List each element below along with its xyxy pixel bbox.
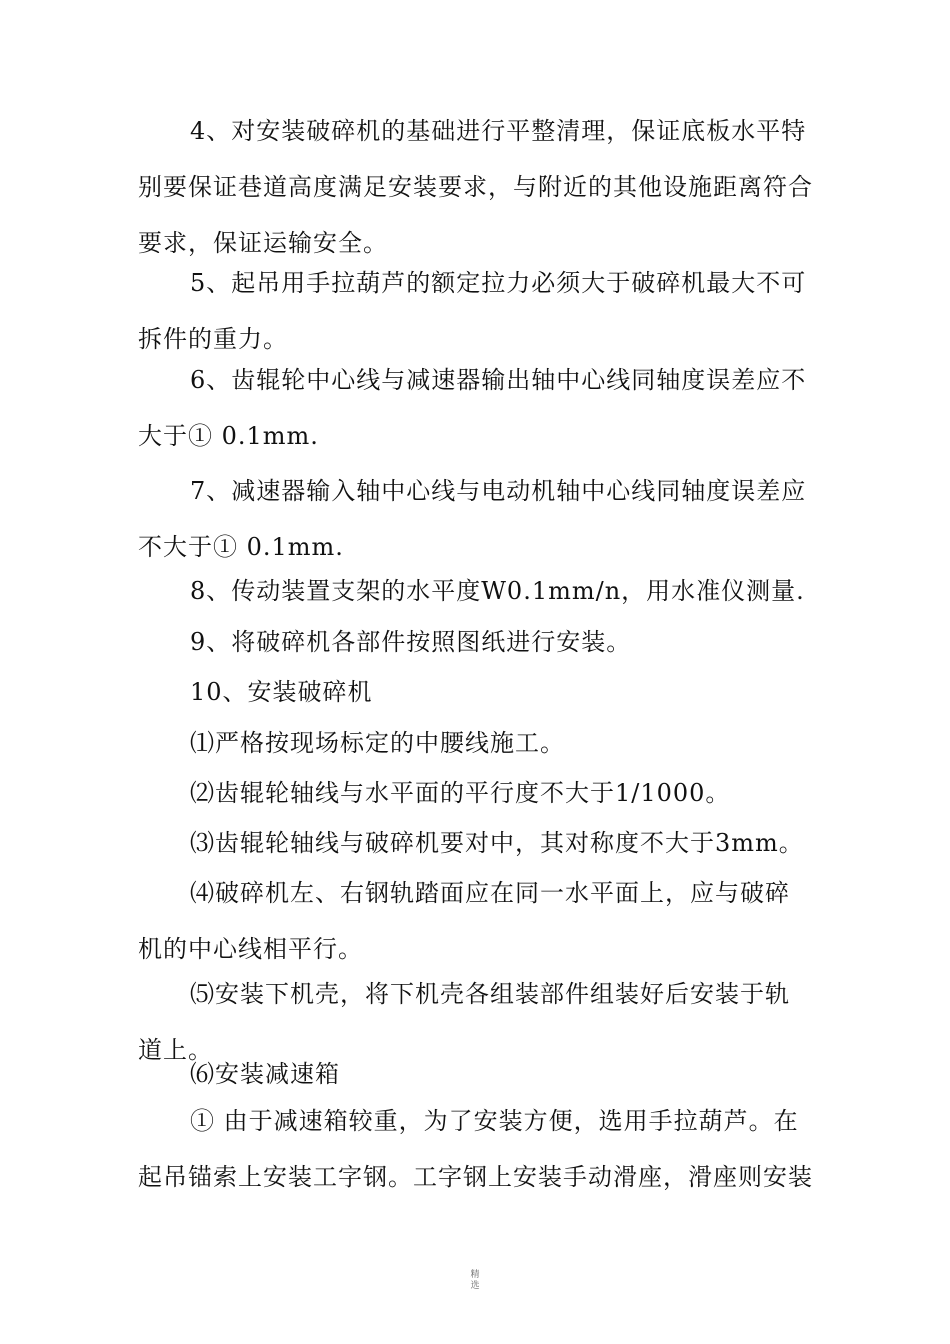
paragraph-line: ① 由于减速箱较重，为了安装方便，选用手拉葫芦。在 (190, 1107, 799, 1135)
paragraph-step-1 (138, 1093, 828, 1205)
paragraph-line: 起吊锚索上安装工字钢。工字钢上安装手动滑座，滑座则安装 (138, 1163, 813, 1191)
paragraph-6 (138, 352, 828, 464)
paragraph-line: ⑷破碎机左、右钢轨踏面应在同一水平面上，应与破碎 (190, 879, 790, 907)
paragraph-line: 8、传动装置支架的水平度W0.1mm/n，用水准仪测量. (190, 577, 805, 605)
paragraph-4 (138, 103, 828, 271)
page-footer (0, 1270, 950, 1292)
paragraph-line: 10、安装破碎机 (190, 678, 373, 706)
paragraph-line: ⑹安装减速箱 (190, 1060, 340, 1088)
paragraph-5 (138, 255, 828, 367)
paragraph-line: ⑸安装下机壳，将下机壳各组装部件组装好后安装于轨 (190, 980, 790, 1008)
paragraph-line: 要求，保证运输安全。 (138, 229, 388, 257)
paragraph-line: ⑵齿辊轮轴线与水平面的平行度不大于1/1000。 (190, 779, 731, 807)
paragraph-sub-4 (138, 865, 828, 977)
paragraph-10 (138, 664, 828, 720)
paragraph-line: 4、对安装破碎机的基础进行平整清理，保证底板水平特 (190, 117, 807, 145)
paragraph-9 (138, 614, 828, 670)
paragraph-line: 别要保证巷道高度满足安装要求，与附近的其他设施距离符合 (138, 173, 813, 201)
footer-mark-line-1: 精 (470, 1270, 480, 1280)
paragraph-line: 7、减速器输入轴中心线与电动机轴中心线同轴度误差应 (190, 477, 807, 505)
paragraph-line: 大于① 0.1mm. (138, 422, 319, 450)
paragraph-line: ⑶齿辊轮轴线与破碎机要对中，其对称度不大于3mm。 (190, 829, 804, 857)
paragraph-line: 6、齿辊轮中心线与减速器输出轴中心线同轴度误差应不 (190, 366, 807, 394)
paragraph-sub-3 (138, 815, 828, 871)
footer-mark-line-2: 选 (470, 1281, 480, 1291)
paragraph-7 (138, 463, 828, 575)
paragraph-line: 9、将破碎机各部件按照图纸进行安装。 (190, 628, 632, 656)
paragraph-line: ⑴严格按现场标定的中腰线施工。 (190, 729, 565, 757)
paragraph-line: 5、起吊用手拉葫芦的额定拉力必须大于破碎机最大不可 (190, 269, 807, 297)
paragraph-8 (138, 563, 828, 619)
paragraph-sub-1 (138, 715, 828, 771)
paragraph-line: 机的中心线相平行。 (138, 935, 363, 963)
paragraph-line: 道上。 (138, 1036, 213, 1064)
paragraph-sub-2 (138, 765, 828, 821)
paragraph-line: 拆件的重力。 (138, 325, 288, 353)
paragraph-line: 不大于① 0.1mm. (138, 533, 344, 561)
